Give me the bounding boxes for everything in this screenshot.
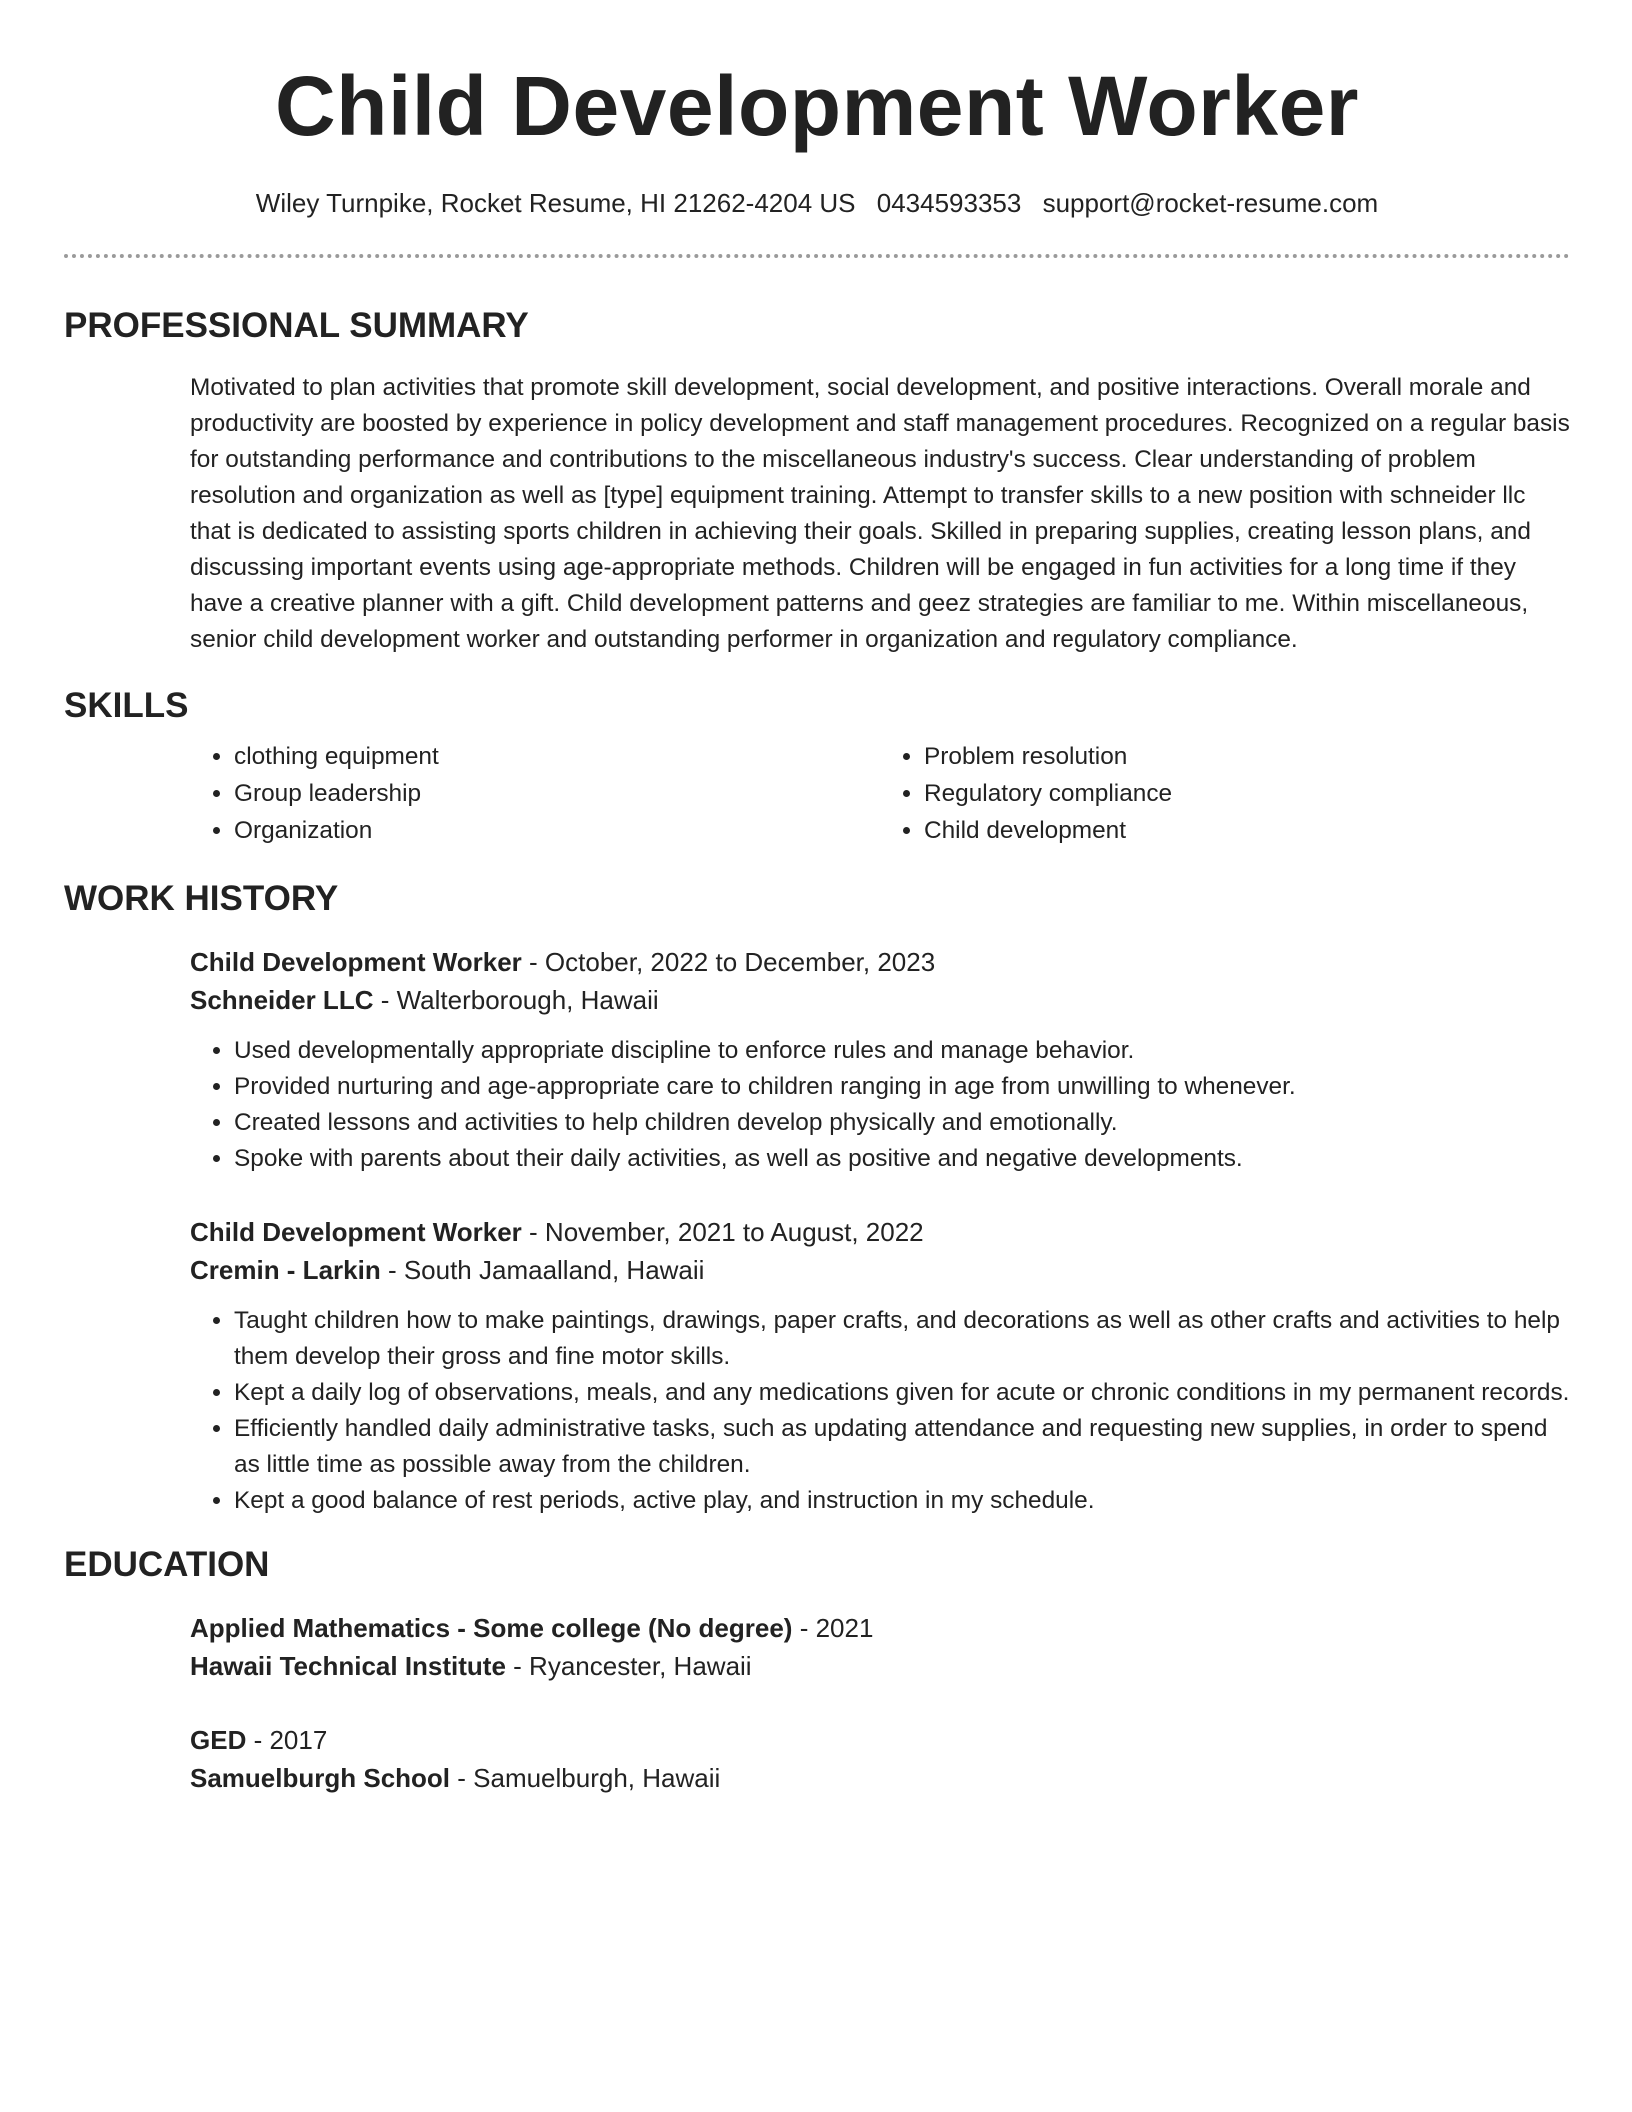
job-entry — [190, 1213, 1570, 1519]
job-title-line — [190, 1213, 1570, 1251]
section-title-skills: SKILLS — [64, 686, 189, 725]
contact-address: Wiley Turnpike, Rocket Resume, HI 21262-4204 US — [255, 188, 856, 218]
skills-grid — [190, 738, 1570, 849]
skill-item: • Organization — [234, 812, 880, 849]
skill-item: • Problem resolution — [924, 738, 1570, 775]
education-degree-line — [190, 1609, 1570, 1647]
skill-item: • Group leadership — [234, 775, 880, 812]
education-school-line — [190, 1647, 1570, 1685]
job-entry — [190, 943, 1570, 1177]
skill-item: • Regulatory compliance — [924, 775, 1570, 812]
job-bullet: • Used developmentally appropriate discipline to enforce rules and manage behavior. — [234, 1033, 1570, 1069]
section-title-education: EDUCATION — [64, 1545, 270, 1584]
job-location: - South Jamaalland, Hawaii — [380, 1255, 705, 1285]
skills-column-left — [190, 738, 880, 849]
education-degree: GED — [190, 1725, 247, 1755]
job-location: - Walterborough, Hawaii — [373, 985, 659, 1015]
contact-phone: 0434593353 — [876, 188, 1022, 218]
job-role: Child Development Worker — [190, 947, 522, 977]
job-bullet: • Efficiently handled daily administrative tasks, such as updating attendance and requesting new supplies, in order to spend as little time as possible away from the children. — [234, 1411, 1570, 1483]
job-bullet: • Spoke with parents about their daily activities, as well as positive and negative developments. — [234, 1141, 1570, 1177]
job-bullet: • Kept a daily log of observations, meals, and any medications given for acute or chronic conditions in my permanent records. — [234, 1375, 1570, 1411]
education-degree-line — [190, 1721, 1570, 1759]
education-location: - Samuelburgh, Hawaii — [450, 1763, 721, 1793]
job-dates: - November, 2021 to August, 2022 — [521, 1217, 924, 1247]
education-location: - Ryancester, Hawaii — [505, 1651, 752, 1681]
job-bullets — [190, 1033, 1570, 1177]
job-title-line — [190, 943, 1570, 981]
job-bullet: • Kept a good balance of rest periods, active play, and instruction in my schedule. — [234, 1483, 1570, 1519]
education-entry — [190, 1609, 1570, 1685]
section-title-work-history: WORK HISTORY — [64, 879, 339, 918]
job-bullet: • Provided nurturing and age-appropriate care to children ranging in age from unwilling to whenever. — [234, 1069, 1570, 1105]
education-year: - 2021 — [792, 1613, 874, 1643]
job-company-line — [190, 981, 1570, 1019]
education-school: Samuelburgh School — [190, 1763, 451, 1793]
education-year: - 2017 — [246, 1725, 328, 1755]
summary-paragraph: Motivated to plan activities that promote skill development, social development, and positive interactions. Overall morale and productivity are boosted by experience in policy development and staff management procedures. Recognized on a regular basis for outstanding performance and contributions to the miscellaneous industry's success. Clear understanding of problem resolution and organization as well as [type] equipment training. Attempt to transfer skills to a new position with schneider llc that is dedicated to assisting sports children in achieving their goals. Skilled in preparing supplies, creating lesson plans, and discussing important events using age-appropriate methods. Children will be engaged in fun activities for a long time if they have a creative planner with a gift. Child development patterns and geez strategies are familiar to me. Within miscellaneous, senior child development worker and outstanding performer in organization and regulatory compliance. — [190, 374, 1570, 653]
skill-item: • Child development — [924, 812, 1570, 849]
job-bullets — [190, 1303, 1570, 1519]
job-dates: - October, 2022 to December, 2023 — [521, 947, 936, 977]
skill-item: • clothing equipment — [234, 738, 880, 775]
resume-page — [64, 0, 1570, 1797]
education-school-line — [190, 1759, 1570, 1797]
job-company: Schneider LLC — [190, 985, 374, 1015]
job-company: Cremin - Larkin — [190, 1255, 381, 1285]
section-title-summary: PROFESSIONAL SUMMARY — [64, 306, 529, 345]
job-role: Child Development Worker — [190, 1217, 522, 1247]
resume-name: Child Development Worker — [275, 59, 1359, 153]
contact-email: support@rocket-resume.com — [1042, 188, 1379, 218]
skills-column-right — [880, 738, 1570, 849]
header-divider — [64, 254, 1570, 258]
education-degree: Applied Mathematics - Some college (No degree) — [190, 1613, 793, 1643]
job-bullet: • Created lessons and activities to help children develop physically and emotionally. — [234, 1105, 1570, 1141]
education-entry — [190, 1721, 1570, 1797]
job-bullet: • Taught children how to make paintings, drawings, paper crafts, and decorations as well as other crafts and activities to help them develop their gross and fine motor skills. — [234, 1303, 1570, 1375]
contact-line — [64, 186, 1570, 220]
education-school: Hawaii Technical Institute — [190, 1651, 506, 1681]
job-company-line — [190, 1251, 1570, 1289]
